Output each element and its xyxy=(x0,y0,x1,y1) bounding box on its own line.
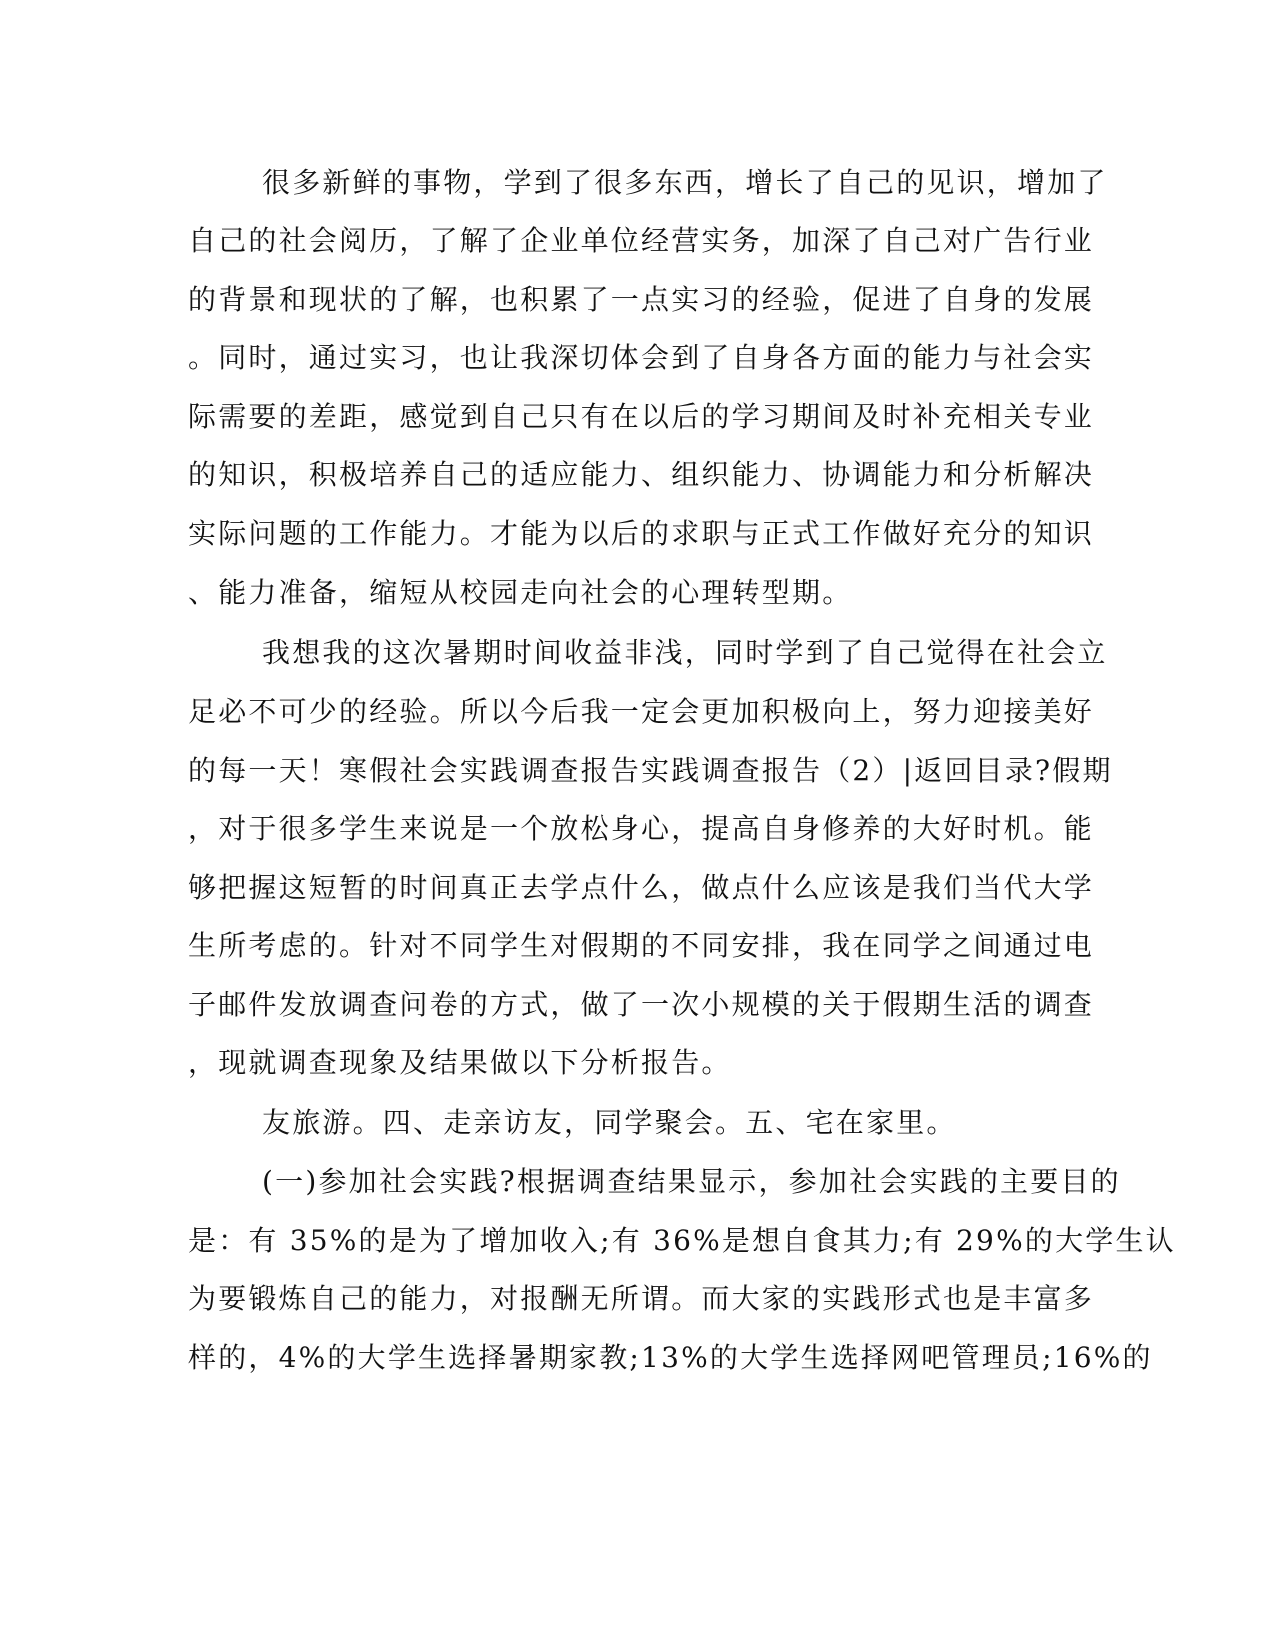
text-line: 的知识，积极培养自己的适应能力、组织能力、协调能力和分析解决 xyxy=(188,458,1095,491)
text-line: (一)参加社会实践?根据调查结果显示，参加社会实践的主要目的 xyxy=(262,1165,1121,1198)
text-line: ，对于很多学生来说是一个放松身心，提高自身修养的大好时机。能 xyxy=(188,812,1095,845)
text-line: 生所考虑的。针对不同学生对假期的不同安排，我在同学之间通过电 xyxy=(188,929,1095,962)
text-line: 很多新鲜的事物，学到了很多东西，增长了自己的见识，增加了 xyxy=(262,166,1108,199)
text-line: 的每一天！寒假社会实践调查报告实践调查报告（2）|返回目录?假期 xyxy=(188,754,1113,787)
text-line: 为要锻炼自己的能力，对报酬无所谓。而大家的实践形式也是丰富多 xyxy=(188,1282,1095,1315)
text-line: 的背景和现状的了解，也积累了一点实习的经验，促进了自身的发展 xyxy=(188,283,1095,316)
text-line: 实际问题的工作能力。才能为以后的求职与正式工作做好充分的知识 xyxy=(188,517,1095,550)
text-line: 际需要的差距，感觉到自己只有在以后的学习期间及时补充相关专业 xyxy=(188,400,1095,433)
text-line: 自己的社会阅历，了解了企业单位经营实务，加深了自己对广告行业 xyxy=(188,224,1095,257)
text-line: 我想我的这次暑期时间收益非浅，同时学到了自己觉得在社会立 xyxy=(262,636,1108,669)
text-line: 子邮件发放调查问卷的方式，做了一次小规模的关于假期生活的调查 xyxy=(188,988,1095,1021)
text-line: 。同时，通过实习，也让我深切体会到了自身各方面的能力与社会实 xyxy=(188,341,1095,374)
text-line: 是：有 35%的是为了增加收入;有 36%是想自食其力;有 29%的大学生认 xyxy=(188,1224,1176,1257)
text-line: 、能力准备，缩短从校园走向社会的心理转型期。 xyxy=(188,576,853,609)
text-line: ，现就调查现象及结果做以下分析报告。 xyxy=(188,1046,732,1079)
text-line: 足必不可少的经验。所以今后我一定会更加积极向上，努力迎接美好 xyxy=(188,695,1095,728)
text-line: 够把握这短暂的时间真正去学点什么，做点什么应该是我们当代大学 xyxy=(188,871,1095,904)
text-line: 样的，4%的大学生选择暑期家教;13%的大学生选择网吧管理员;16%的 xyxy=(188,1341,1153,1374)
text-line: 友旅游。四、走亲访友，同学聚会。五、宅在家里。 xyxy=(262,1106,957,1139)
